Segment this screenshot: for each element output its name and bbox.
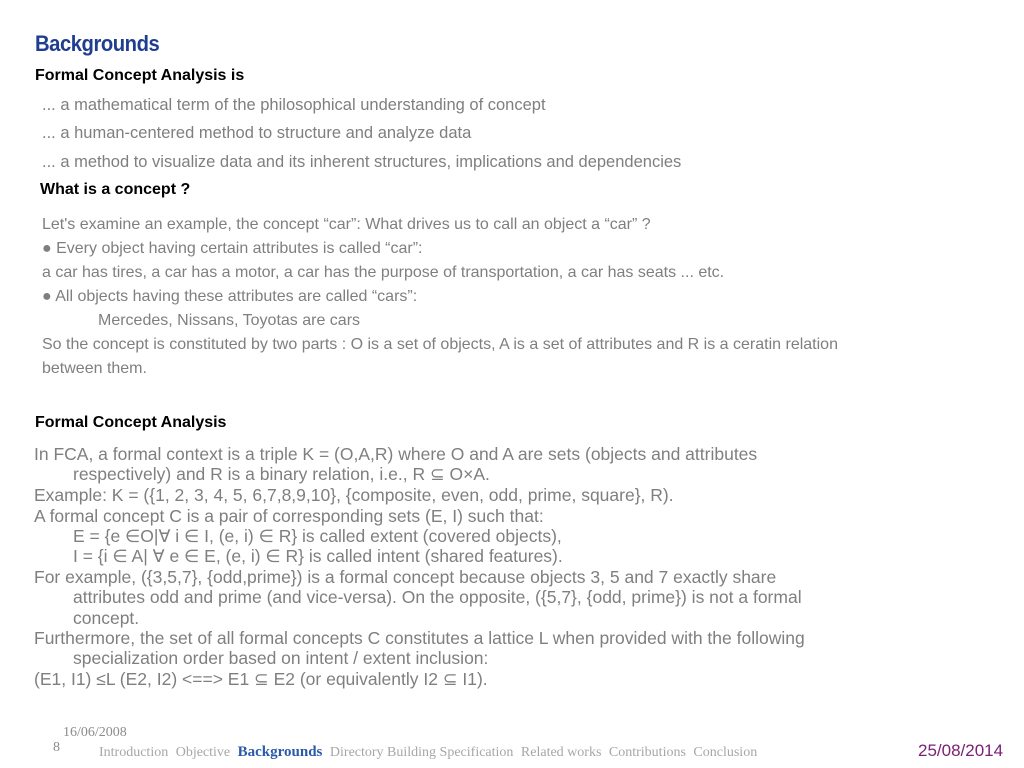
fca-line: For example, ({3,5,7}, {odd,prime}) is a formal concept because objects 3, 5 and 7 exactly share [34,567,777,587]
fca-line-indented: specialization order based on intent / extent inclusion: [73,648,489,668]
nav-item-contributions[interactable]: Contributions [608,745,686,760]
fca-line: Example: K = ({1, 2, 3, 4, 5, 6,7,8,9,10}, {composite, even, odd, prime, square}, R). [34,485,674,505]
fca-line-indented: attributes odd and prime (and vice-versa). On the opposite, ({5,7}, {odd, prime}) is not a formal [73,587,802,607]
fca-line: (E1, I1) ≤L (E2, I2) <==> E1 ⊆ E2 (or equivalently I2 ⊆ I1). [34,669,488,689]
fca-line-indented: concept. [73,608,140,628]
concept-line: So the concept is constituted by two parts : O is a set of objects, A is a set of attributes and R is a ceratin relation [42,336,838,353]
fca-line: In FCA, a formal context is a triple K = (O,A,R) where O and A are sets (objects and attributes [34,444,758,464]
section-heading-fca: Formal Concept Analysis [35,414,227,431]
intro-item: ... a human-centered method to structure and analyze data [42,124,472,142]
section-heading-fca-is: Formal Concept Analysis is [35,67,245,84]
nav-item-backgrounds[interactable]: Backgrounds [237,744,323,760]
fca-line-indented: E = {e ∈O|∀ i ∈ I, (e, i) ∈ R} is called extent (covered objects), [73,526,562,546]
nav-item-conclusion[interactable]: Conclusion [693,745,758,760]
concept-line-indented: Mercedes, Nissans, Toyotas are cars [98,312,361,329]
intro-item: ... a method to visualize data and its inherent structures, implications and dependencies [42,153,682,171]
nav-item-related-works[interactable]: Related works [520,745,602,760]
footer-date: 25/08/2014 [918,741,1004,760]
section-heading-what-is-concept: What is a concept ? [40,181,191,198]
concept-line: a car has tires, a car has a motor, a car has the purpose of transportation, a car has seats ... etc. [42,264,725,281]
concept-bullet: ● All objects having these attributes are called “cars”: [42,288,418,305]
slide-number: 8 [53,740,60,755]
nav-item-objective[interactable]: Objective [175,745,231,760]
nav-item-directory-building-specification[interactable]: Directory Building Specification [329,745,514,760]
footer-small-date: 16/06/2008 [63,725,127,740]
section-nav [99,744,761,761]
fca-line-indented: respectively) and R is a binary relation, i.e., R ⊆ O×A. [73,464,490,484]
nav-item-introduction[interactable]: Introduction [99,745,169,760]
concept-bullet: ● Every object having certain attributes is called “car”: [42,240,423,257]
slide-title: Backgrounds [35,31,160,56]
fca-line-indented: I = {i ∈ A| ∀ e ∈ E, (e, i) ∈ R} is called intent (shared features). [73,546,563,566]
concept-line: Let's examine an example, the concept “car”: What drives us to call an object a “car” ? [42,216,651,233]
intro-item: ... a mathematical term of the philosophical understanding of concept [42,96,546,114]
fca-line: Furthermore, the set of all formal concepts C constitutes a lattice L when provided with the following [34,628,805,648]
fca-line: A formal concept C is a pair of corresponding sets (E, I) such that: [34,506,544,526]
concept-line: between them. [42,360,147,377]
